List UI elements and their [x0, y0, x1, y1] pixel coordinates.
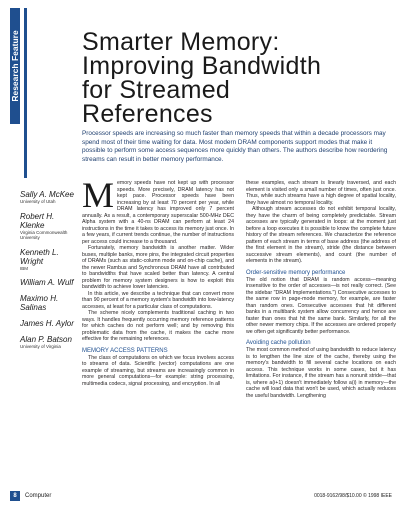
body-paragraph: In this article, we describe a technique that can convert more than 90 percent of a memory system's bandwidth into low-latency accesses, at least for a particular class of computations. [82, 290, 234, 310]
author-name: Sally A. McKee [20, 190, 74, 199]
issue-info: 0018-9162/98/$10.00 © 1998 IEEE [314, 493, 392, 499]
author-name: James H. Aylor [20, 319, 74, 328]
body-paragraph: these examples, each stream is linearly traversed, and each element is visited only a small number of times, often just once. Thus, while such streams have a high degree of spatial locality, they have almost no temporal locality. [246, 180, 396, 206]
body-paragraph: The scheme nicely complements traditional caching in two ways. It handles frequently occurring memory reference patterns for which caches do not perform well; and by removing this problematic data from the cache, it makes the cache more effective for the remaining references. [82, 310, 234, 342]
paragraph-text: emory speeds have not kept up with processor speeds. More precisely, DRAM latency has not kept pace. Processor speeds have been increasing by at least 70 percent per year, while DRAM latency has improved only 7 percent annually. As a result, a contemporary superscalar 500-MHz DEC Alpha system with a 40-ns DRAM can perform at least 24 instructions in the time it takes to access its memory just once. In a few years, if current trends continue, the number of instructions per access could increase to a thousand. [82, 180, 234, 245]
author [20, 319, 78, 328]
author [20, 335, 78, 350]
author-name: Robert H. Klenke [20, 211, 55, 230]
article-title [82, 30, 388, 126]
author-name: Alan P. Batson [20, 335, 72, 344]
body-column-left [82, 180, 234, 486]
title-line: Improving Bandwidth [82, 52, 322, 80]
page-number: 8 [13, 493, 17, 499]
subsection-heading: Order-sensitive memory performance [246, 269, 346, 276]
author-affiliation: University of Utah [20, 199, 56, 204]
author [20, 190, 78, 205]
author-affiliation: University of Virginia [20, 344, 61, 349]
section-heading: MEMORY ACCESS PATTERNS [82, 347, 168, 354]
drop-cap: M [82, 180, 115, 215]
body-paragraph: The most common method of using bandwidth to reduce latency is to lengthen the line size of the cache, thereby using the memory's bandwidth to fill several cache locations on each access. This technique works in some cases, but it has limitations. For instance, if the stream has a nonunit stride—that is, where a(i+1) doesn't immediately follow a(i) in memory—the cache will load data that won't be used, which actually reduces the useful bandwidth. Lengthening [246, 347, 396, 399]
title-rule [24, 8, 27, 178]
magazine-name: Computer [25, 493, 52, 499]
author-affiliation: IBM [20, 265, 29, 271]
author-name: Kenneth L. Wright [20, 247, 59, 266]
author-name: William A. Wulf [20, 278, 74, 287]
title-line: for Streamed [82, 76, 231, 104]
body-paragraph: The old notion that DRAM is random access—meaning insensitive to the order of accesses—is not really correct. (See the sidebar "DRAM Implementations.") Consecutive accesses to the same row in page-mode memory, for example, are faster than random ones. Consecutive accesses that hit different banks in a multibank system allow concurrency and hence are faster than ones that hit the same bank. Similarly, for all the other newer memory chips. If the accesses are ordered properly we often get significantly better performance. [246, 276, 396, 335]
author [20, 212, 78, 241]
section-tab-label: Research Feature [10, 30, 20, 102]
body-paragraph [82, 180, 234, 245]
subsection-heading: Avoiding cache pollution [246, 340, 311, 346]
author-name: Maximo H. Salinas [20, 294, 59, 312]
abstract: Processor speeds are increasing so much faster than memory speeds that within a decade processors may spend most of their time waiting for data. Most modern DRAM components support modes that make it possible to perform some access sequences more quickly than others. The authors describe how reordering streams can result in better memory performance. [82, 130, 388, 163]
author-affiliation: Virginia Commonwealth University [20, 229, 68, 240]
body-paragraph: Although stream accesses do not exhibit temporal locality, they have the charm of being completely predictable. Stream accesses are typically generated in loops: at the moment just before a loop executes it is possible to know the complete future history of the stream references. We characterize the reference pattern of each stream in terms of base address (the address of the first element in the stream), stride (the distance between successive stream elements), and count (the number of elements in the stream). [246, 206, 396, 264]
body-paragraph: The class of computations on which we focus involves access to streams of data. Scientific (vector) computations are one example of streaming, but streams are increasingly common in more general computations—for example: string processing, multimedia codecs, signal processing, and encryption. In all [82, 354, 234, 387]
author [20, 294, 78, 312]
body-column-right [246, 180, 396, 486]
author [20, 278, 78, 287]
author [20, 248, 78, 272]
section-tab [10, 8, 20, 124]
body-paragraph: Fortunately, memory bandwidth is another matter. Wider buses, multiple banks, more pins, the integrated circuit properties of DRAMs (such as static-column mode and on-chip cache), and the newer Rambus and Synchronous DRAM have all contributed to bandwidths that have scaled better than latency. A central problem for memory system designers is how to exploit this bandwidth to achieve lower latencies. [82, 245, 234, 290]
title-line: References [82, 100, 213, 128]
author-list [20, 190, 78, 357]
title-line: Smarter Memory: [82, 28, 280, 56]
